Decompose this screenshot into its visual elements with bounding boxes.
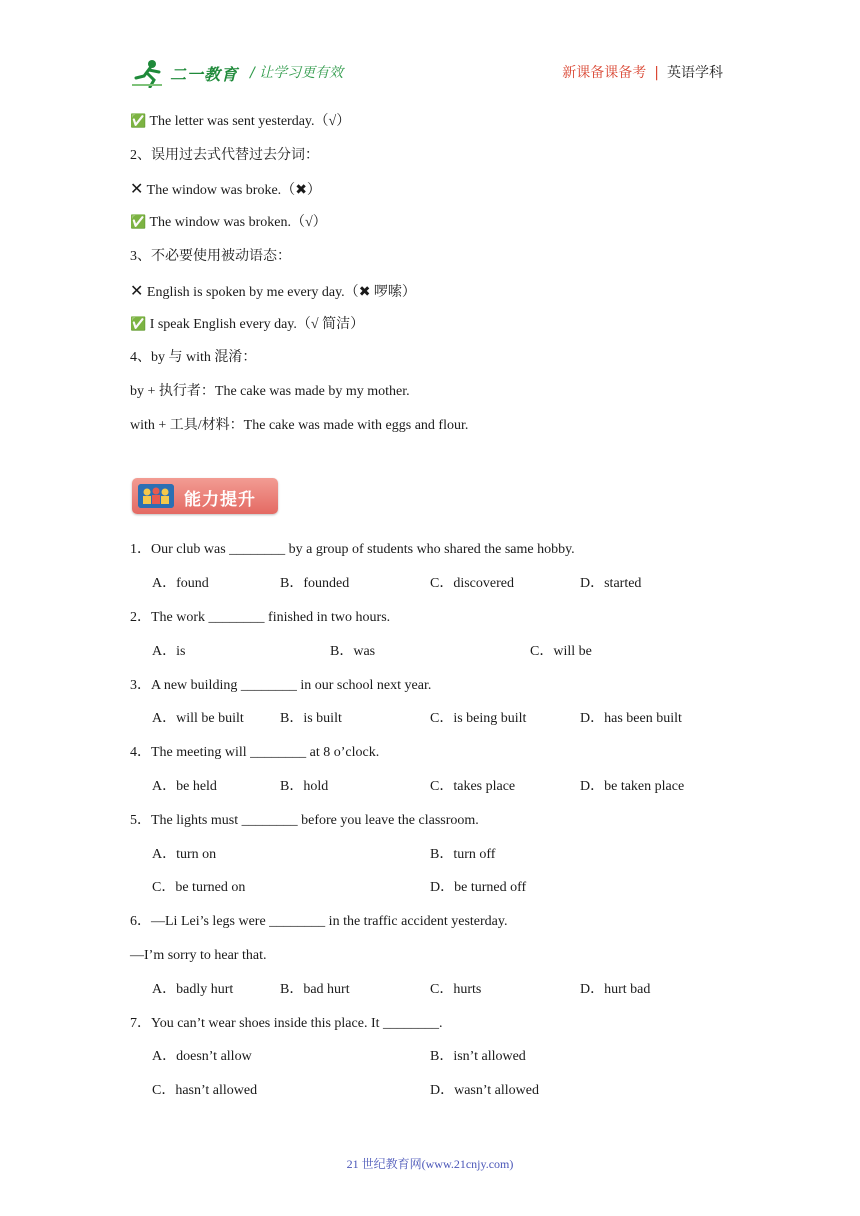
note-text: by + 执行者：The cake was made by my mother.: [130, 384, 410, 399]
note-text: with + 工具/材料：The cake was made with eggs and flour.: [130, 418, 469, 433]
option-d[interactable]: D．be taken place: [580, 779, 685, 794]
option-a[interactable]: A．turn on: [152, 847, 217, 862]
option-c[interactable]: C．is being built: [430, 711, 527, 726]
option-d[interactable]: D．has been built: [580, 711, 682, 726]
page-footer: 21 世纪教育网(www.21cnjy.com): [346, 1157, 514, 1171]
note-text-end: 啰嗦）: [370, 285, 416, 300]
note-line: [130, 316, 364, 334]
header-course-label: 新课备课备考: [562, 65, 647, 81]
option-b[interactable]: B．isn’t allowed: [430, 1049, 526, 1064]
check-icon: ✅: [130, 317, 147, 332]
question-stem: 5．The lights must ________ before you leave the classroom.: [130, 813, 479, 828]
question-stem: 4．The meeting will ________ at 8 o’clock.: [130, 745, 380, 760]
header-subject: [562, 62, 723, 82]
option-c[interactable]: C．discovered: [430, 576, 514, 591]
check-icon: ✅: [130, 114, 147, 129]
question-stem: 3．A new building ________ in our school next year.: [130, 678, 432, 693]
note-line: [130, 113, 350, 131]
option-b[interactable]: B．turn off: [430, 847, 496, 862]
heavy-cross-icon: ✖: [295, 182, 307, 198]
note-heading: 2、误用过去式代替过去分词：: [130, 148, 319, 163]
option-c[interactable]: C．be turned on: [152, 880, 246, 895]
option-c[interactable]: C．takes place: [430, 779, 516, 794]
logo-text: 二一教育: [170, 65, 239, 84]
question-stem: 6．—Li Lei’s legs were ________ in the traffic accident yesterday.: [130, 914, 508, 929]
note-text: The letter was sent yesterday.（√）: [149, 114, 351, 129]
cross-icon: ✕: [130, 281, 144, 300]
section-banner: [132, 478, 278, 514]
note-text: I speak English every day.（√ 简洁）: [149, 317, 365, 332]
heavy-cross-icon: ✖: [358, 284, 371, 300]
header-subject-label: 英语学科: [667, 65, 723, 81]
option-d[interactable]: D．wasn’t allowed: [430, 1083, 539, 1098]
option-a[interactable]: A．badly hurt: [152, 982, 234, 997]
note-line: [130, 214, 327, 232]
note-text: The window was broken.（√）: [149, 215, 327, 230]
option-c[interactable]: C．will be: [530, 644, 592, 659]
option-b[interactable]: B．bad hurt: [280, 982, 350, 997]
note-text-end: ）: [306, 183, 321, 198]
section-title: 能力提升: [184, 490, 256, 510]
option-d[interactable]: D．hurt bad: [580, 982, 651, 997]
page-header: [0, 0, 860, 100]
question-stem: 7．You can’t wear shoes inside this place. It ________.: [130, 1016, 443, 1031]
option-a[interactable]: A．be held: [152, 779, 217, 794]
question-stem: 1．Our club was ________ by a group of students who shared the same hobby.: [130, 542, 575, 557]
option-b[interactable]: B．founded: [280, 576, 350, 591]
question-stem: 2．The work ________ finished in two hours.: [130, 610, 391, 625]
note-text: English is spoken by me every day.（: [146, 285, 359, 300]
check-icon: ✅: [130, 215, 147, 230]
option-b[interactable]: B．was: [330, 644, 376, 659]
option-d[interactable]: D．be turned off: [430, 880, 527, 895]
option-c[interactable]: C．hurts: [430, 982, 482, 997]
students-icon: [138, 484, 174, 508]
option-a[interactable]: A．is: [152, 644, 186, 659]
note-heading: 4、by 与 with 混淆：: [130, 350, 257, 365]
option-a[interactable]: A．doesn’t allow: [152, 1049, 252, 1064]
option-d[interactable]: D．started: [580, 576, 642, 591]
runner-logo-icon: [132, 58, 166, 88]
cross-icon: ✕: [130, 179, 144, 198]
note-line: [130, 180, 321, 200]
note-heading: 3、不必要使用被动语态：: [130, 249, 291, 264]
option-b[interactable]: B．hold: [280, 779, 329, 794]
note-text: The window was broke.（: [146, 183, 296, 198]
note-line: [130, 282, 416, 302]
option-b[interactable]: B．is built: [280, 711, 342, 726]
option-c[interactable]: C．hasn’t allowed: [152, 1083, 258, 1098]
slogan: / 让学习更有效: [250, 65, 344, 81]
option-a[interactable]: A．will be built: [152, 711, 244, 726]
question-reply: —I’m sorry to hear that.: [130, 948, 267, 963]
option-a[interactable]: A．found: [152, 576, 209, 591]
header-separator: |: [654, 65, 659, 81]
